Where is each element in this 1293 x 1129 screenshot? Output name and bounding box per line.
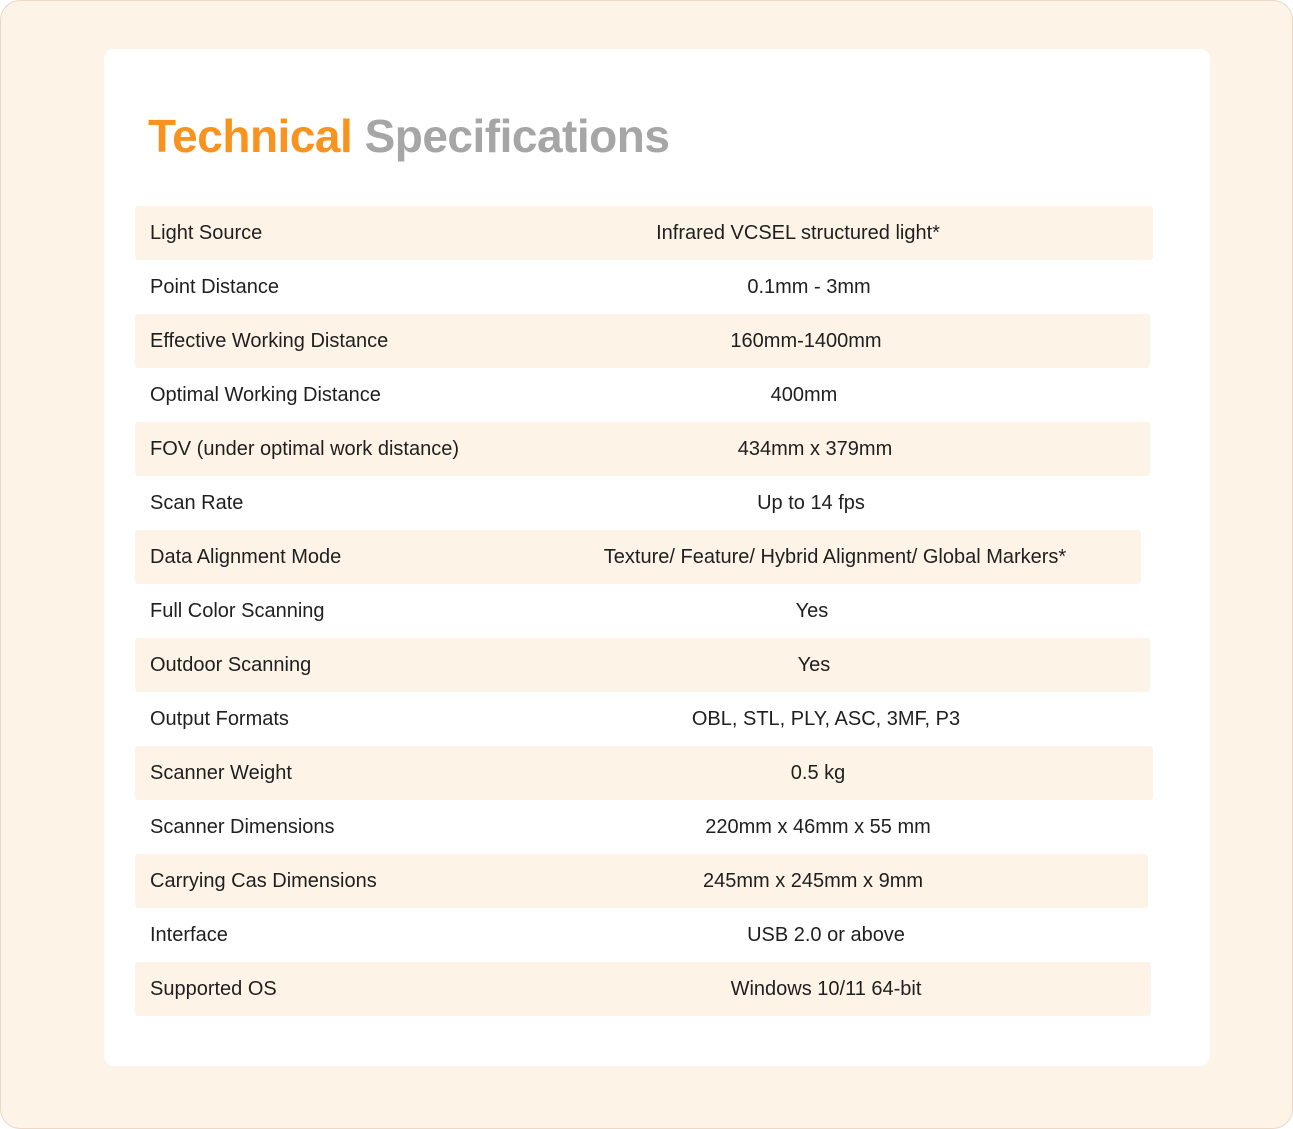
spec-value: Texture/ Feature/ Hybrid Alignment/ Global Markers*: [603, 546, 1067, 568]
spec-value: 0.5 kg: [790, 762, 846, 784]
spec-row: [135, 746, 1155, 800]
spec-row: [135, 962, 1155, 1016]
spec-value: Up to 14 fps: [757, 492, 865, 514]
spec-table: [135, 206, 1155, 1016]
spec-row: [135, 692, 1155, 746]
spec-label: Optimal Working Distance: [150, 384, 381, 406]
title-accent: Technical: [148, 110, 353, 162]
spec-row: [135, 206, 1155, 260]
spec-row: [135, 314, 1155, 368]
spec-label: Scanner Weight: [150, 762, 292, 784]
spec-value: Yes: [797, 654, 831, 676]
spec-label: Data Alignment Mode: [150, 546, 342, 568]
spec-label: Outdoor Scanning: [150, 654, 312, 676]
row-background: [135, 206, 1153, 260]
spec-label: Interface: [150, 924, 228, 946]
spec-value: Yes: [795, 600, 829, 622]
spec-label: Scanner Dimensions: [150, 816, 335, 838]
spec-row: [135, 800, 1155, 854]
spec-value: 245mm x 245mm x 9mm: [702, 870, 924, 892]
row-background: [135, 962, 1151, 1016]
spec-value: 220mm x 46mm x 55 mm: [705, 816, 931, 838]
title-rest: Specifications: [364, 110, 670, 162]
spec-row: [135, 638, 1155, 692]
spec-value: OBL, STL, PLY, ASC, 3MF, P3: [691, 708, 961, 730]
spec-label: Carrying Cas Dimensions: [150, 870, 377, 892]
spec-label: Effective Working Distance: [150, 330, 389, 352]
spec-row: [135, 476, 1155, 530]
spec-label: Scan Rate: [150, 492, 244, 514]
spec-row: [135, 260, 1155, 314]
spec-card: [104, 49, 1210, 1066]
spec-row: [135, 584, 1155, 638]
spec-value: USB 2.0 or above: [747, 924, 905, 946]
spec-value: Infrared VCSEL structured light*: [656, 222, 940, 244]
spec-label: Output Formats: [150, 708, 289, 730]
page-title: [148, 107, 669, 165]
spec-label: FOV (under optimal work distance): [150, 438, 460, 460]
spec-row: [135, 854, 1155, 908]
spec-row: [135, 422, 1155, 476]
spec-label: Full Color Scanning: [150, 600, 325, 622]
spec-row: [135, 368, 1155, 422]
spec-label: Supported OS: [150, 978, 277, 1000]
spec-value: 400mm: [770, 384, 838, 406]
spec-row: [135, 530, 1155, 584]
spec-value: 0.1mm - 3mm: [747, 276, 871, 298]
spec-value: 160mm-1400mm: [730, 330, 882, 352]
spec-label: Point Distance: [150, 276, 279, 298]
spec-value: 434mm x 379mm: [737, 438, 893, 460]
spec-row: [135, 908, 1155, 962]
spec-label: Light Source: [150, 222, 263, 244]
spec-value: Windows 10/11 64-bit: [730, 978, 922, 1000]
